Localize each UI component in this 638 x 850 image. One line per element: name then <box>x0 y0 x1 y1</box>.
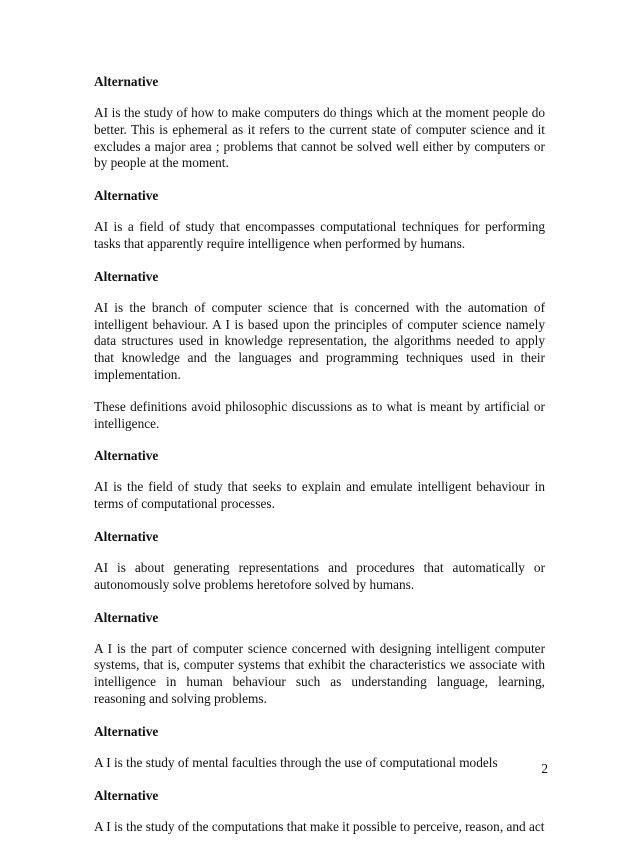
paragraph: AI is about generating representations and procedures that automatically or autonomously solve problems heretofore solved by humans. <box>94 559 545 592</box>
section-heading: Alternative <box>94 723 159 739</box>
paragraph: A I is the part of computer science concerned with designing intelligent computer systems, that is, computer systems that exhibit the characteristics we associate with intelligence in human behaviour such as understanding language, learning, reasoning and solving problems. <box>94 640 545 706</box>
section-heading: Alternative <box>94 268 159 284</box>
section-heading: Alternative <box>94 188 159 204</box>
paragraph: AI is the branch of computer science that is concerned with the automation of intelligent behaviour. A I is based upon the principles of computer science namely data structures used in knowledge representation, the algorithms needed to apply that knowledge and the languages and programming techniques used in their implementation. <box>94 299 545 382</box>
section-heading: Alternative <box>94 787 159 803</box>
paragraph: These definitions avoid philosophic discussions as to what is meant by artificial or intelligence. <box>94 398 545 431</box>
paragraph: AI is the field of study that seeks to explain and emulate intelligent behaviour in terms of computational processes. <box>94 479 545 512</box>
page-content <box>94 73 545 850</box>
section-heading: Alternative <box>94 74 159 89</box>
paragraph: A I is the study of the computations that make it possible to perceive, reason, and act <box>94 818 545 834</box>
section-heading: Alternative <box>94 609 159 625</box>
paragraph: AI is a field of study that encompasses computational techniques for performing tasks that apparently require intelligence when performed by humans. <box>94 219 545 251</box>
paragraph: A I is the study of mental faculties through the use of computational models <box>94 754 498 770</box>
page-number: 2 <box>541 761 548 776</box>
paragraph: AI is the study of how to make computers do things which at the moment people do better. This is ephemeral as it refers to the current state of computer science and it excludes a major area ; problems that cannot be solved well either by computers or by people at the moment. <box>94 105 545 171</box>
section-heading: Alternative <box>94 448 159 464</box>
section-heading: Alternative <box>94 528 159 544</box>
